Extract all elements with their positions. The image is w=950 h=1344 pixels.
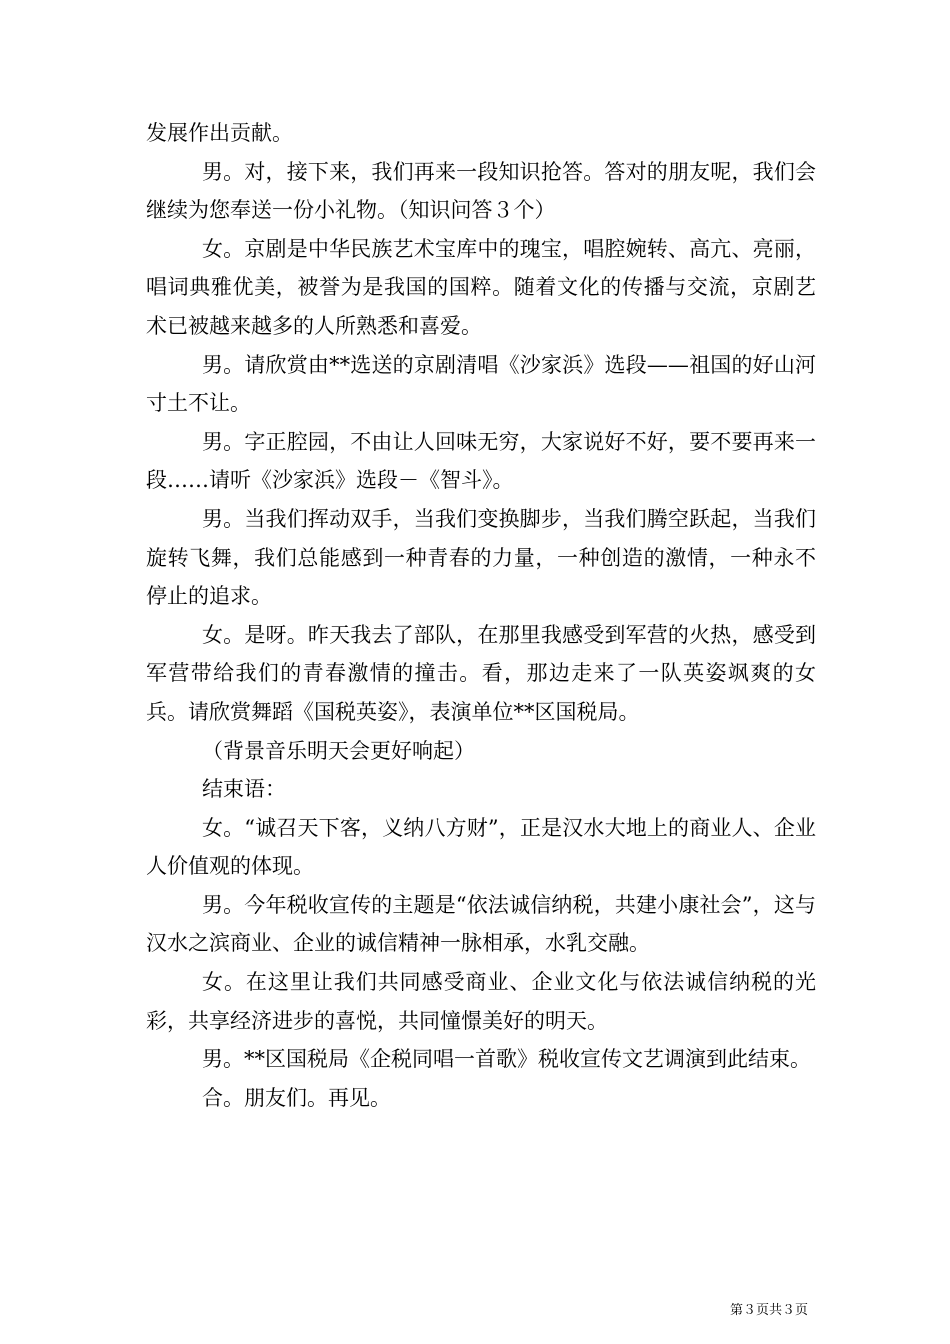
paragraph-14: 合。朋友们。再见。 — [202, 1085, 391, 1110]
paragraph-9: 结束语： — [202, 777, 286, 802]
document-body — [146, 114, 816, 1117]
paragraph-7: 女。是呀。昨天我去了部队，在那里我感受到军营的火热，感受到军营带给我们的青春激情的撞击。看，那边走来了一队英姿飒爽的女兵。请欣赏舞蹈《国税英姿》，表演单位**区国税局。 — [146, 622, 816, 724]
paragraph-12: 女。在这里让我们共同感受商业、企业文化与依法诚信纳税的光彩，共享经济进步的喜悦，共同憧憬美好的明天。 — [146, 970, 816, 1033]
paragraph-11: 男。今年税收宣传的主题是“依法诚信纳税，共建小康社会”，这与汉水之滨商业、企业的诚信精神一脉相承，水乳交融。 — [146, 892, 816, 956]
paragraph-2: 男。对，接下来，我们再来一段知识抢答。答对的朋友呢，我们会继续为您奉送一份小礼物。（知识问答３个） — [146, 159, 816, 223]
paragraph-5: 男。字正腔园，不由让人回味无穷，大家说好不好，要不要再来一段……请听《沙家浜》选段－《智斗》。 — [146, 429, 816, 493]
paragraph-10: 女。“诚召天下客，义纳八方财”，正是汉水大地上的商业人、企业人价值观的体现。 — [146, 815, 816, 879]
page-number-footer: 第３页共３页 — [729, 1303, 808, 1318]
paragraph-3: 女。京剧是中华民族艺术宝库中的瑰宝，唱腔婉转、高亢、亮丽，唱词典雅优美，被誉为是我国的国粹。随着文化的传播与交流，京剧艺术已被越来越多的人所熟悉和喜爱。 — [146, 236, 816, 338]
paragraph-6: 男。当我们挥动双手，当我们变换脚步，当我们腾空跃起，当我们旋转飞舞，我们总能感到一种青春的力量，一种创造的激情，一种永不停止的追求。 — [146, 506, 816, 609]
paragraph-13: 男。**区国税局《企税同唱一首歌》税收宣传文艺调演到此结束。 — [202, 1047, 811, 1072]
paragraph-4: 男。请欣赏由**选送的京剧清唱《沙家浜》选段——祖国的好山河寸土不让。 — [146, 352, 816, 416]
paragraph-8: （背景音乐明天会更好响起） — [202, 738, 475, 763]
paragraph-1: 发展作出贡献。 — [146, 121, 293, 145]
